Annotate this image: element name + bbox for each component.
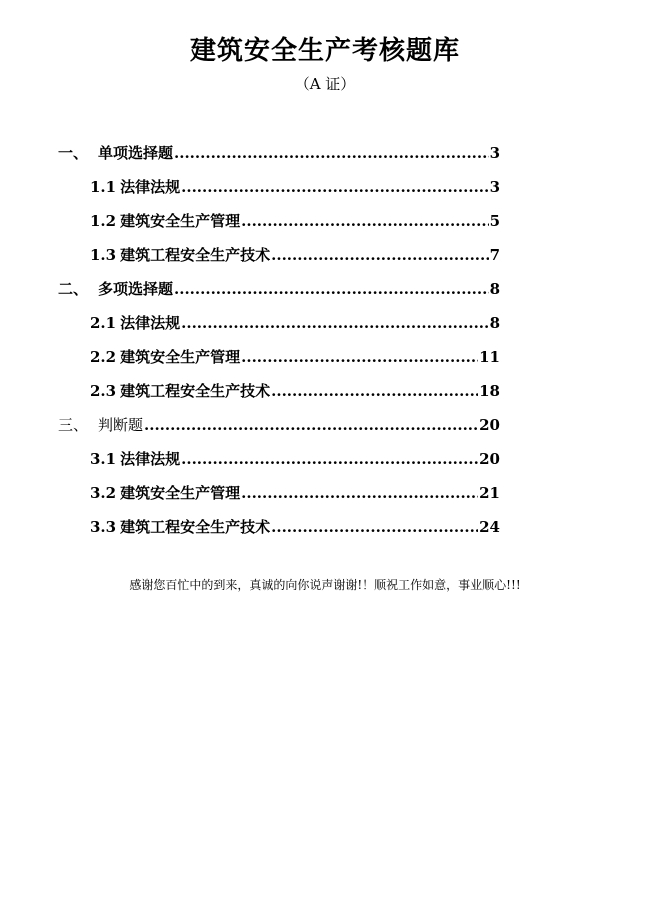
toc-entry-number: 2.2 (90, 348, 117, 366)
toc-entry-label: 单项选择题 (98, 144, 174, 162)
toc-entry[interactable] (90, 516, 500, 540)
toc-dot-leader (181, 314, 488, 332)
toc-dot-leader (174, 280, 489, 298)
toc-entry-page: 5 (489, 212, 500, 230)
toc-entry-page: 21 (479, 484, 500, 502)
toc-entry-page: 20 (479, 450, 500, 468)
toc-entry-page: 18 (479, 382, 500, 400)
toc-entry-page: 11 (479, 348, 500, 366)
toc-entry-label: 建筑工程安全生产技术 (120, 518, 271, 536)
closing-note: 感谢您百忙中的到来，真诚的向你说声谢谢!！顺祝工作如意，事业顺心!!! (129, 578, 521, 592)
toc-dot-leader (241, 212, 488, 230)
toc-dot-leader (174, 144, 489, 162)
toc-dot-leader (241, 348, 478, 366)
toc-entry-page: 3 (489, 144, 500, 162)
toc-entry-label: 建筑工程安全生产技术 (120, 246, 271, 264)
toc-entry-number: 二、 (58, 280, 89, 298)
toc-entry-page: 20 (479, 416, 500, 434)
toc-entry-page: 8 (489, 314, 500, 332)
toc-entry-label: 建筑安全生产管理 (120, 348, 241, 366)
toc-entry-label: 法律法规 (120, 178, 181, 196)
toc-entry-number: 3.3 (90, 518, 117, 536)
toc-entry[interactable] (90, 380, 500, 404)
toc-entry-number: 三、 (58, 416, 89, 434)
toc-entry-number: 1.3 (90, 246, 117, 264)
toc-entry-number: 3.2 (90, 484, 117, 502)
toc-dot-leader (181, 450, 478, 468)
toc-entry-number: 一、 (58, 144, 89, 162)
toc-entry-label: 多项选择题 (98, 280, 174, 298)
toc-entry[interactable] (58, 142, 500, 166)
toc-entry[interactable] (90, 482, 500, 506)
toc-entry[interactable] (90, 346, 500, 370)
toc-entry-page: 3 (489, 178, 500, 196)
toc-entry-label: 建筑安全生产管理 (120, 212, 241, 230)
toc-entry[interactable] (90, 244, 500, 268)
toc-entry-label: 建筑安全生产管理 (120, 484, 241, 502)
toc-dot-leader (181, 178, 488, 196)
toc-entry[interactable] (90, 176, 500, 200)
toc-entry-number: 2.1 (90, 314, 117, 332)
toc-entry[interactable] (90, 210, 500, 234)
toc-entry-number: 2.3 (90, 382, 117, 400)
toc-entry-label: 建筑工程安全生产技术 (120, 382, 271, 400)
toc-entry[interactable] (90, 312, 500, 336)
toc-entry-number: 3.1 (90, 450, 117, 468)
page-title: 建筑安全生产考核题库 (189, 36, 460, 66)
toc-entry-page: 24 (479, 518, 500, 536)
toc-entry-label: 法律法规 (120, 314, 181, 332)
toc-dot-leader (144, 416, 478, 434)
toc-dot-leader (271, 518, 478, 536)
toc-entry-page: 8 (489, 280, 500, 298)
toc-dot-leader (271, 246, 488, 264)
toc-entry-number: 1.2 (90, 212, 117, 230)
toc-entry-page: 7 (489, 246, 500, 264)
page-subtitle: （A 证） (294, 75, 356, 93)
toc-entry[interactable] (90, 448, 500, 472)
toc-entry-label: 判断题 (98, 416, 144, 434)
toc-entry-label: 法律法规 (120, 450, 181, 468)
toc-dot-leader (271, 382, 478, 400)
toc-dot-leader (241, 484, 478, 502)
toc-entry[interactable] (58, 278, 500, 302)
toc-entry[interactable] (58, 414, 500, 438)
toc-entry-number: 1.1 (90, 178, 117, 196)
